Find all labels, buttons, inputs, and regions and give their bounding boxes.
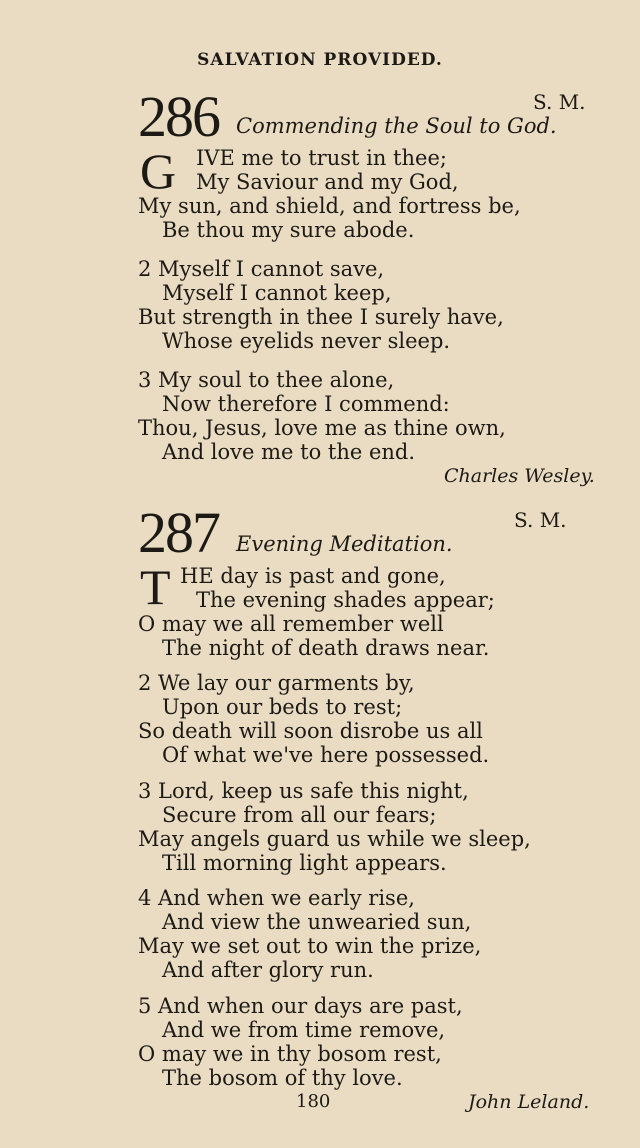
verse-line: The bosom of thy love. bbox=[162, 1066, 403, 1090]
stanza-2 bbox=[138, 257, 504, 353]
verse-line: Upon our beds to rest; bbox=[162, 695, 403, 719]
stanza-1 bbox=[138, 143, 521, 242]
verse-line: Till morning light appears. bbox=[162, 851, 447, 875]
verse-line: And view the unwearied sun, bbox=[162, 910, 472, 934]
hymn-meter: S. M. bbox=[533, 90, 586, 114]
verse-line: IVE me to trust in thee; bbox=[196, 146, 447, 170]
verse-line: Be thou my sure abode. bbox=[162, 218, 415, 242]
drop-cap: G bbox=[140, 143, 177, 199]
verse-line: But strength in thee I surely have, bbox=[138, 305, 504, 329]
verse-line: So death will soon disrobe us all bbox=[138, 719, 483, 743]
verse-line: The evening shades appear; bbox=[196, 588, 495, 612]
hymn-number: 287 bbox=[138, 500, 219, 565]
verse-line: Of what we've here possessed. bbox=[162, 743, 490, 767]
verse-line: And love me to the end. bbox=[162, 440, 416, 464]
verse-line: O may we in thy bosom rest, bbox=[138, 1042, 442, 1066]
verse-line: 3 My soul to thee alone, bbox=[138, 368, 395, 392]
verse-line: 2 Myself I cannot save, bbox=[138, 257, 385, 281]
verse-line: O may we all remember well bbox=[138, 612, 444, 636]
stanza-2 bbox=[138, 671, 489, 767]
verse-line: 4 And when we early rise, bbox=[138, 886, 415, 910]
verse-line: Now therefore I commend: bbox=[162, 392, 450, 416]
verse-line: Secure from all our fears; bbox=[162, 803, 437, 827]
verse-line: Myself I cannot keep, bbox=[162, 281, 392, 305]
verse-line: Thou, Jesus, love me as thine own, bbox=[138, 416, 506, 440]
hymn-title: Evening Meditation. bbox=[236, 532, 453, 556]
verse-line: 3 Lord, keep us safe this night, bbox=[138, 779, 469, 803]
verse-line: May we set out to win the prize, bbox=[138, 934, 482, 958]
stanza-3 bbox=[138, 779, 531, 875]
hymn-number: 286 bbox=[138, 84, 219, 149]
stanza-3 bbox=[138, 368, 506, 464]
page-number: 180 bbox=[296, 1091, 331, 1112]
verse-line: 2 We lay our garments by, bbox=[138, 671, 415, 695]
verse-line: My sun, and shield, and fortress be, bbox=[138, 194, 521, 218]
verse-line: And after glory run. bbox=[162, 958, 374, 982]
hymn-author: John Leland. bbox=[468, 1091, 590, 1113]
verse-line: My Saviour and my God, bbox=[196, 170, 459, 194]
verse-line: HE day is past and gone, bbox=[180, 564, 446, 588]
stanza-1 bbox=[138, 559, 495, 660]
hymn-author: Charles Wesley. bbox=[444, 465, 595, 487]
verse-line: Whose eyelids never sleep. bbox=[162, 329, 451, 353]
verse-line: And we from time remove, bbox=[162, 1018, 446, 1042]
hymn-meter: S. M. bbox=[514, 508, 567, 532]
running-header: SALVATION PROVIDED. bbox=[197, 50, 443, 70]
verse-line: The night of death draws near. bbox=[162, 636, 490, 660]
verse-line: 5 And when our days are past, bbox=[138, 994, 463, 1018]
verse-line: May angels guard us while we sleep, bbox=[138, 827, 531, 851]
stanza-4 bbox=[138, 886, 481, 982]
drop-cap: T bbox=[140, 559, 171, 615]
stanza-5 bbox=[138, 994, 463, 1090]
hymn-title: Commending the Soul to God. bbox=[236, 114, 557, 138]
